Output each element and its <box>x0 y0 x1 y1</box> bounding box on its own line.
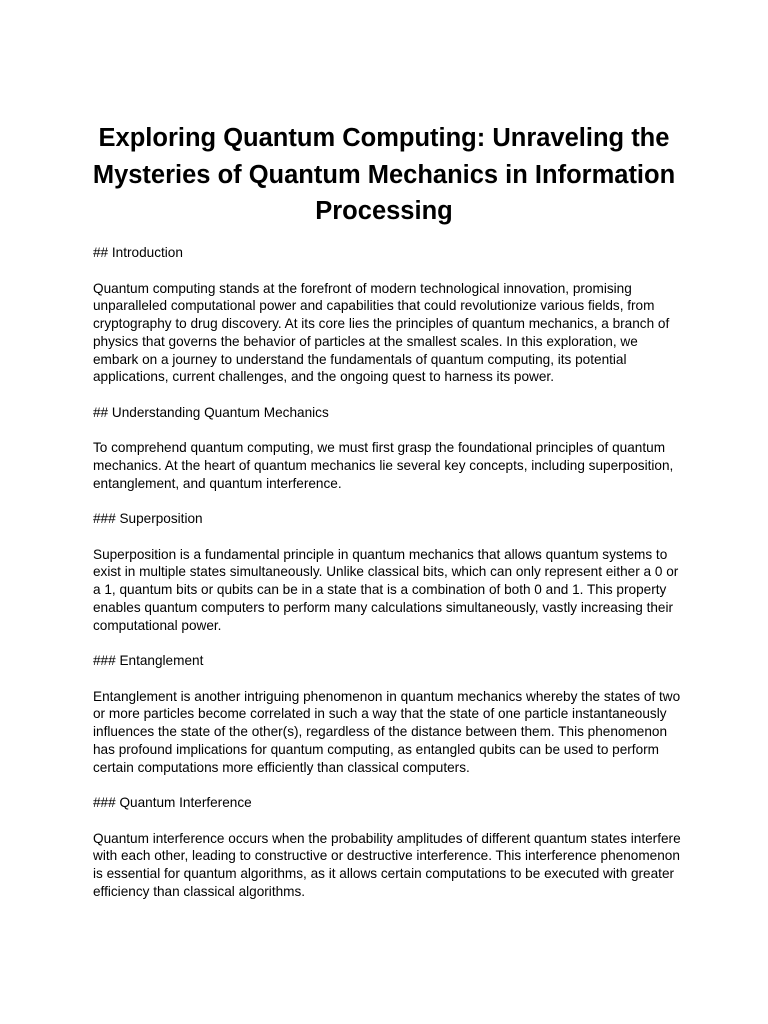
section-paragraph: Quantum computing stands at the forefront of modern technological innovation, promising unparalleled computational power and capabilities that could revolutionize various fields, from cryptography to drug discovery. At its core lies the principles of quantum mechanics, a branch of physics that governs the behavior of particles at the smallest scales. In this exploration, we embark on a journey to understand the fundamentals of quantum computing, its potential applications, current challenges, and the ongoing quest to harness its power. <box>93 280 670 385</box>
section-introduction <box>93 244 683 386</box>
section-paragraph: Quantum interference occurs when the probability amplitudes of different quantum states interfere with each other, leading to constructive or destructive interference. This interference phenomenon is essential for quantum algorithms, as it allows certain computations to be executed with greater efficiency than classical algorithms. <box>93 830 681 900</box>
section-paragraph: Superposition is a fundamental principle in quantum mechanics that allows quantum systems to exist in multiple states simultaneously. Unlike classical bits, which can only represent either a 0 or a 1, quantum bits or qubits can be in a state that is a combination of both 0 and 1. This property enables quantum computers to perform many calculations simultaneously, vastly increasing their computational power. <box>93 546 679 633</box>
section-heading: ### Entanglement <box>93 653 204 669</box>
document-body <box>93 244 683 918</box>
document-title: Exploring Quantum Computing: Unraveling the Mysteries of Quantum Mechanics in Information Processing <box>92 124 676 225</box>
section-paragraph: To comprehend quantum computing, we must first grasp the foundational principles of quantum mechanics. At the heart of quantum mechanics lie several key concepts, including superposition, entanglement, and quantum interference. <box>93 440 674 491</box>
section-paragraph: Entanglement is another intriguing phenomenon in quantum mechanics whereby the states of two or more particles become correlated in such a way that the state of one particle instantaneously influences the state of the other(s), regardless of the distance between them. This phenomenon has profound implications for quantum computing, as entangled qubits can be used to perform certain computations more efficiently than classical computers. <box>93 688 681 775</box>
section-heading: ## Introduction <box>93 245 183 260</box>
section-heading: ### Quantum Interference <box>93 795 252 811</box>
section-superposition <box>93 510 683 634</box>
section-heading: ## Understanding Quantum Mechanics <box>93 404 329 420</box>
section-quantum-interference <box>93 794 683 901</box>
section-understanding-quantum-mechanics <box>93 404 683 493</box>
section-entanglement <box>93 652 683 776</box>
section-heading: ### Superposition <box>93 511 203 527</box>
